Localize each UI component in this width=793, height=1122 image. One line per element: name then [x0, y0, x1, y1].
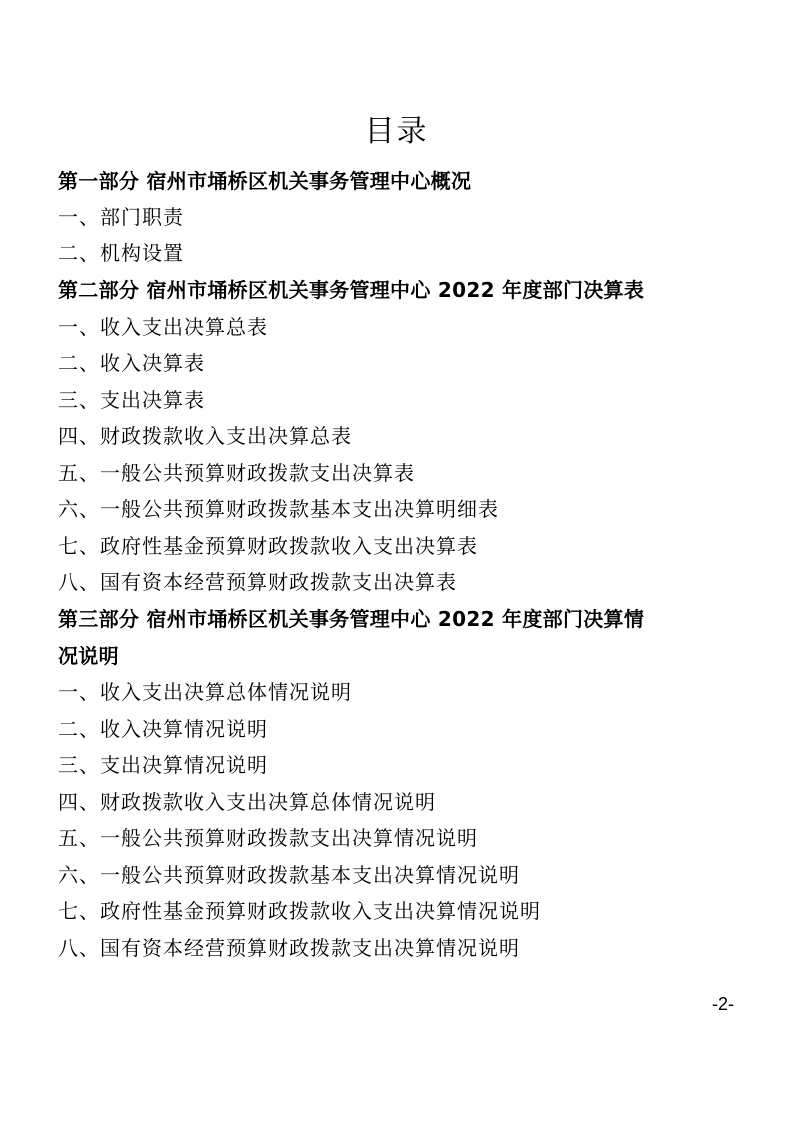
toc-item: 二、机构设置: [58, 241, 184, 265]
toc-item: 一、收入支出决算总体情况说明: [58, 680, 352, 704]
page-number: -2-: [712, 994, 734, 1014]
part-heading-3: 第三部分 宿州市埇桥区机关事务管理中心 2022 年度部门决算情: [58, 607, 645, 631]
toc-item: 八、国有资本经营预算财政拨款支出决算表: [58, 570, 457, 594]
toc-item: 七、政府性基金预算财政拨款收入支出决算表: [58, 534, 478, 558]
part-heading-1: 第一部分 宿州市埇桥区机关事务管理中心概况: [58, 169, 472, 193]
toc-item: 五、一般公共预算财政拨款支出决算表: [58, 461, 415, 485]
toc-item: 六、一般公共预算财政拨款基本支出决算明细表: [58, 497, 499, 521]
toc-item: 四、财政拨款收入支出决算总表: [58, 424, 352, 448]
toc-item: 四、财政拨款收入支出决算总体情况说明: [58, 790, 436, 814]
toc-item: 三、支出决算表: [58, 388, 205, 412]
toc-item: 八、国有资本经营预算财政拨款支出决算情况说明: [58, 936, 520, 960]
toc-item: 一、部门职责: [58, 205, 184, 229]
part-heading-3-continued: 况说明: [58, 644, 119, 668]
toc-item: 二、收入决算情况说明: [58, 717, 268, 741]
page-title: 目录: [364, 114, 429, 149]
toc-item: 二、收入决算表: [58, 351, 205, 375]
toc-item: 七、政府性基金预算财政拨款收入支出决算情况说明: [58, 899, 541, 923]
part-heading-2: 第二部分 宿州市埇桥区机关事务管理中心 2022 年度部门决算表: [58, 278, 645, 302]
toc-item: 六、一般公共预算财政拨款基本支出决算情况说明: [58, 863, 520, 887]
toc-item: 一、收入支出决算总表: [58, 315, 268, 339]
toc-item: 五、一般公共预算财政拨款支出决算情况说明: [58, 826, 478, 850]
toc-item: 三、支出决算情况说明: [58, 753, 268, 777]
